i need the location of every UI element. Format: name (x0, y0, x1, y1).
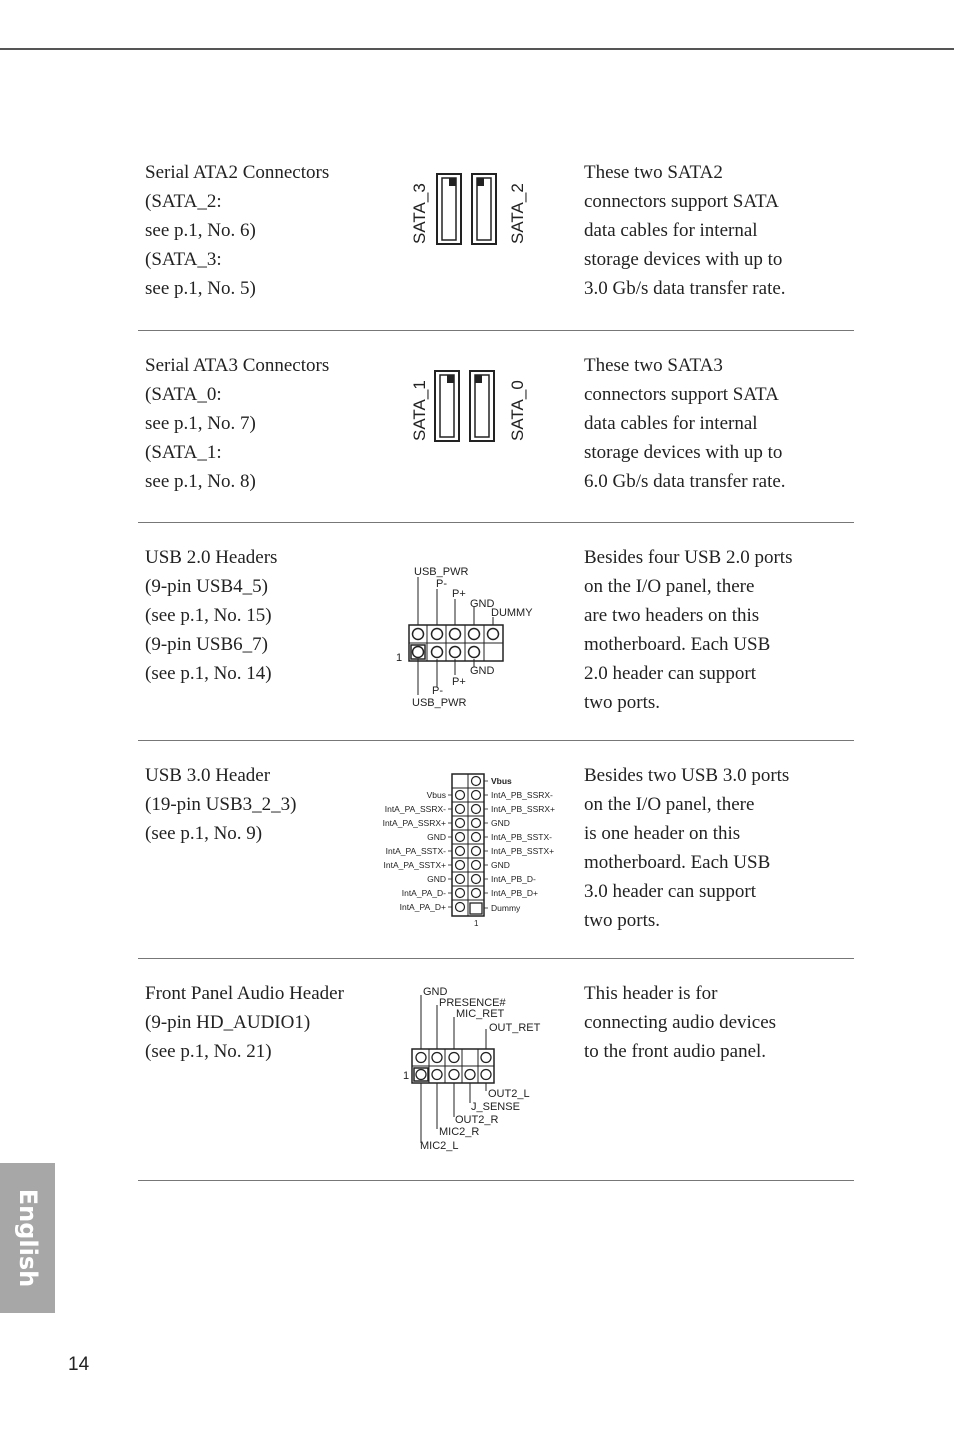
usb3-header-diagram (374, 771, 574, 931)
sata2-section (138, 158, 854, 328)
pin-label: GND (427, 874, 446, 884)
text-line: (see p.1, No. 14) (145, 663, 272, 684)
pin-label: IntA_PB_SSRX+ (491, 804, 556, 814)
text-line: connectors support SATA (584, 191, 779, 212)
gnd-top-label: GND (470, 598, 495, 610)
text-line: see p.1, No. 8) (145, 471, 256, 492)
usb2-header-diagram (394, 563, 554, 713)
audio-section (138, 979, 854, 1179)
mic2-l-label: MIC2_L (420, 1140, 459, 1152)
text-line: (9-pin USB4_5) (145, 576, 268, 597)
section-divider (138, 522, 854, 523)
sata-connector-shape (472, 174, 496, 244)
pin1-label: 1 (474, 919, 479, 928)
pin1-label: 1 (396, 652, 403, 664)
text-line: (SATA_0: (145, 384, 222, 405)
text-line: Serial ATA2 Connectors (145, 162, 330, 183)
p-minus-bottom-label: P- (432, 685, 443, 697)
usb3-description (584, 761, 804, 935)
text-line: on the I/O panel, there (584, 576, 755, 597)
text-line: data cables for internal (584, 413, 758, 434)
section-divider (138, 1180, 854, 1181)
p-plus-bottom-label: P+ (452, 676, 466, 688)
pin-label: GND (491, 860, 510, 870)
sata2-label: SATA_2 (508, 183, 527, 244)
sata3-connector-diagram (400, 365, 540, 455)
sata2-title-block (145, 158, 385, 303)
presence-label: PRESENCE# (439, 997, 506, 1009)
sata-connector-shape (437, 174, 461, 244)
text-line: to the front audio panel. (584, 1041, 767, 1062)
text-line: two ports. (584, 692, 660, 713)
pin-label: IntA_PB_D- (491, 874, 536, 884)
sata3-label: SATA_3 (410, 183, 429, 244)
sata1-label: SATA_1 (410, 380, 429, 441)
mic2-r-label: MIC2_R (439, 1126, 480, 1138)
audio-description (584, 979, 804, 1066)
text-line: see p.1, No. 6) (145, 220, 256, 241)
usb2-title-block (145, 543, 385, 688)
pin-label: IntA_PB_SSTX+ (491, 846, 555, 856)
header-rule (0, 48, 954, 50)
usb3-title-block (145, 761, 385, 848)
mic-ret-label: MIC_RET (456, 1008, 505, 1020)
text-line: (see p.1, No. 15) (145, 605, 272, 626)
text-line: 6.0 Gb/s data transfer rate. (584, 471, 786, 492)
text-line: (SATA_1: (145, 442, 222, 463)
usb-pwr-bottom-label: USB_PWR (412, 697, 467, 709)
text-line: Besides two USB 3.0 ports (584, 765, 790, 786)
text-line: (9-pin HD_AUDIO1) (145, 1012, 311, 1033)
text-line: (19-pin USB3_2_3) (145, 794, 297, 815)
text-line: (see p.1, No. 21) (145, 1041, 272, 1062)
pin-label: Dummy (491, 903, 521, 913)
text-line: data cables for internal (584, 220, 758, 241)
usb3-pin-block (448, 774, 488, 916)
text-line: This header is for (584, 983, 718, 1004)
text-line: Serial ATA3 Connectors (145, 355, 330, 376)
sata2-connector-diagram (400, 168, 540, 258)
text-line: see p.1, No. 7) (145, 413, 256, 434)
text-line: Besides four USB 2.0 ports (584, 547, 793, 568)
sata2-description (584, 158, 804, 303)
pin-label: IntA_PA_D+ (399, 902, 446, 912)
text-line: These two SATA3 (584, 355, 723, 376)
audio-header-diagram (400, 983, 550, 1155)
p-minus-top-label: P- (436, 578, 447, 590)
language-tab (0, 1163, 55, 1313)
pin-label: IntA_PA_SSTX- (385, 846, 446, 856)
audio-title-block (145, 979, 385, 1066)
pin-label: IntA_PA_SSTX+ (383, 860, 446, 870)
pin-label: IntA_PA_D- (401, 888, 446, 898)
sata-connector-shape (435, 371, 459, 441)
text-line: 3.0 header can support (584, 881, 756, 902)
usb2-pin-block (409, 625, 503, 661)
sata3-description (584, 351, 804, 496)
pin-label: IntA_PB_SSRX- (491, 790, 553, 800)
pin-label: IntA_PA_SSRX+ (382, 818, 446, 828)
page-number: 14 (68, 1354, 90, 1375)
text-line: Front Panel Audio Header (145, 983, 344, 1004)
usb-pwr-top-label: USB_PWR (414, 566, 469, 578)
out-ret-label: OUT_RET (489, 1022, 541, 1034)
text-line: (9-pin USB6_7) (145, 634, 268, 655)
text-line: 3.0 Gb/s data transfer rate. (584, 278, 786, 299)
text-line: see p.1, No. 5) (145, 278, 256, 299)
out2-l-label: OUT2_L (488, 1088, 530, 1100)
text-line: USB 2.0 Headers (145, 547, 278, 568)
text-line: connecting audio devices (584, 1012, 777, 1033)
pin-label: IntA_PA_SSRX- (384, 804, 446, 814)
text-line: storage devices with up to (584, 442, 783, 463)
text-line: on the I/O panel, there (584, 794, 755, 815)
language-tab-label: English (13, 1188, 42, 1288)
pin1-label: 1 (403, 1070, 410, 1082)
pin-label: GND (427, 832, 446, 842)
sata3-title-block (145, 351, 385, 496)
pin-label: Vbus (491, 776, 512, 786)
section-divider (138, 330, 854, 331)
audio-pin-block (412, 1049, 494, 1083)
gnd-label: GND (423, 986, 448, 998)
text-line: storage devices with up to (584, 249, 783, 270)
out2-r-label: OUT2_R (455, 1114, 499, 1126)
sata0-label: SATA_0 (508, 380, 527, 441)
usb2-description (584, 543, 804, 717)
pin-label: GND (491, 818, 510, 828)
pin-label: IntA_PB_SSTX- (491, 832, 552, 842)
text-line: is one header on this (584, 823, 741, 844)
p-plus-top-label: P+ (452, 588, 466, 600)
section-divider (138, 958, 854, 959)
text-line: connectors support SATA (584, 384, 779, 405)
usb3-section (138, 761, 854, 951)
section-divider (138, 740, 854, 741)
text-line: motherboard. Each USB (584, 852, 771, 873)
text-line: (SATA_3: (145, 249, 222, 270)
text-line: (SATA_2: (145, 191, 222, 212)
sata-connector-shape (470, 371, 494, 441)
text-line: 2.0 header can support (584, 663, 756, 684)
text-line: are two headers on this (584, 605, 760, 626)
dummy-label: DUMMY (491, 607, 533, 619)
text-line: These two SATA2 (584, 162, 723, 183)
pin-label: Vbus (426, 790, 446, 800)
gnd-bottom-label: GND (470, 665, 495, 677)
usb2-section (138, 543, 854, 733)
pin-label: IntA_PB_D+ (491, 888, 539, 898)
text-line: USB 3.0 Header (145, 765, 271, 786)
text-line: two ports. (584, 910, 660, 931)
text-line: (see p.1, No. 9) (145, 823, 263, 844)
sata3-section (138, 351, 854, 521)
text-line: motherboard. Each USB (584, 634, 771, 655)
j-sense-label: J_SENSE (471, 1101, 520, 1113)
